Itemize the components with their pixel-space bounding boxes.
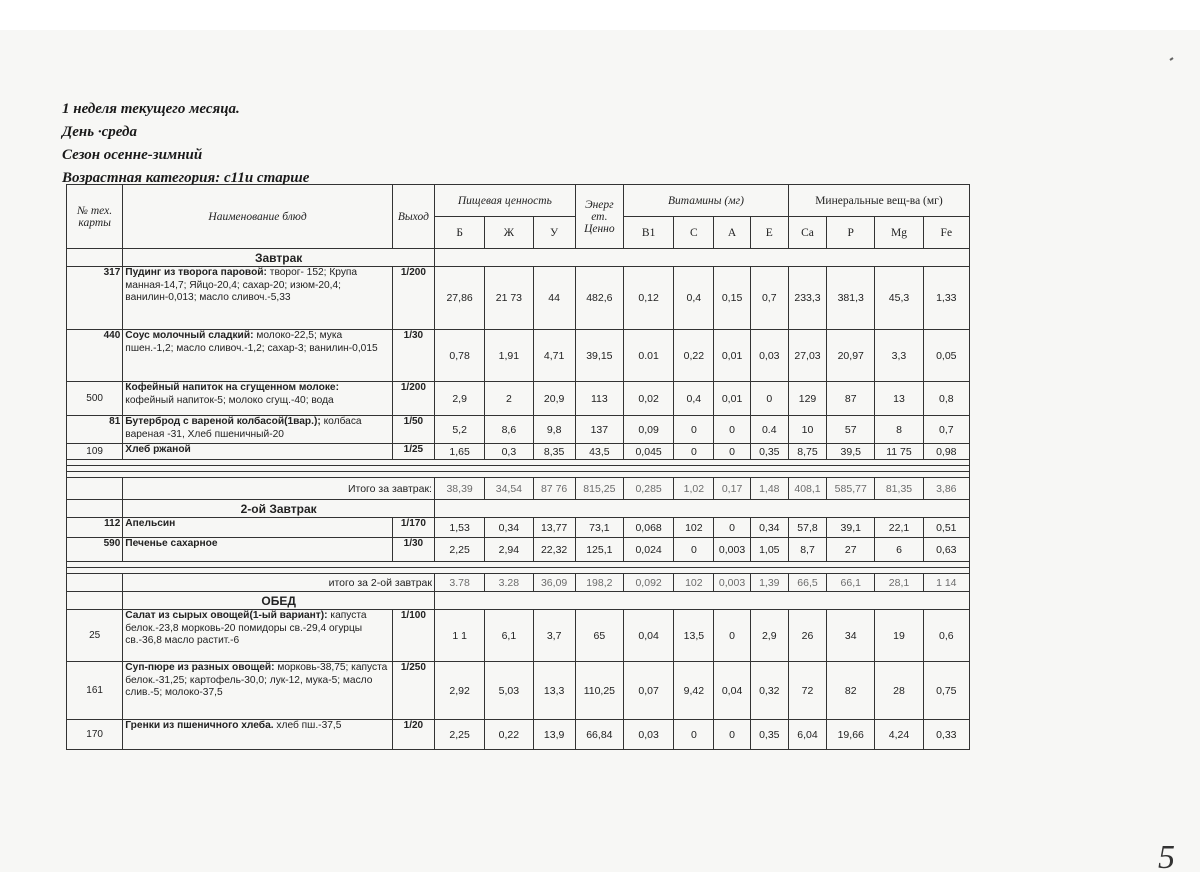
dish-cell bbox=[123, 416, 392, 444]
col-nutrition: Пищевая ценность bbox=[434, 185, 575, 217]
dish-name: Бутерброд с вареной колбасой(1вар.); bbox=[125, 416, 321, 427]
value-cell: 27,86 bbox=[434, 267, 484, 330]
dish-ingredients: кофейный напиток-5; молоко сгущ.-40; вода bbox=[125, 394, 334, 406]
table-row bbox=[67, 610, 970, 662]
value-cell: 0,01 bbox=[714, 382, 750, 416]
dish-output: 1/20 bbox=[392, 720, 434, 750]
dish-ingredients: морковь-38,75; капуста белок.-31,25; картофель-30,0; лук-12, мука-5; масло слив.-5; молоко-37,5 bbox=[125, 662, 388, 698]
value-cell: 2,9 bbox=[434, 382, 484, 416]
card-number: 112 bbox=[67, 518, 123, 538]
dish-cell bbox=[123, 382, 392, 416]
dish-ingredients: хлеб пш.-37,5 bbox=[273, 720, 342, 731]
card-number: 81 bbox=[67, 416, 123, 444]
value-cell: 19 bbox=[875, 610, 923, 662]
handwritten-page-number bbox=[1158, 839, 1175, 872]
value-cell: 19,66 bbox=[827, 720, 875, 750]
value-cell: 8,75 bbox=[788, 444, 826, 460]
value-cell: 43,5 bbox=[575, 444, 623, 460]
value-cell: 6 bbox=[875, 538, 923, 562]
value-cell: 0,7 bbox=[750, 267, 788, 330]
total-value-cell: 81,35 bbox=[875, 478, 923, 500]
value-cell: 82 bbox=[827, 662, 875, 720]
value-cell: 0,34 bbox=[750, 518, 788, 538]
col-mg: Mg bbox=[875, 217, 923, 249]
season-line: Сезон осенне-зимний bbox=[62, 147, 203, 163]
value-cell: 0,63 bbox=[923, 538, 969, 562]
total-value-cell: 3.78 bbox=[434, 574, 484, 592]
value-cell: 0,045 bbox=[623, 444, 673, 460]
value-cell: 10 bbox=[788, 416, 826, 444]
value-cell: 0,09 bbox=[623, 416, 673, 444]
col-minerals: Минеральные вещ-ва (мг) bbox=[788, 185, 969, 217]
table-row bbox=[67, 538, 970, 562]
dish-output: 1/30 bbox=[392, 538, 434, 562]
value-cell: 0,22 bbox=[485, 720, 533, 750]
col-ca: Ca bbox=[788, 217, 826, 249]
value-cell: 0,04 bbox=[714, 662, 750, 720]
table-row bbox=[67, 330, 970, 382]
section-lunch: ОБЕД bbox=[123, 592, 435, 610]
value-cell: 3,3 bbox=[875, 330, 923, 382]
card-number: 161 bbox=[67, 662, 123, 720]
value-cell: 0,04 bbox=[623, 610, 673, 662]
value-cell: 0,8 bbox=[923, 382, 969, 416]
value-cell: 0.01 bbox=[623, 330, 673, 382]
value-cell: 2,9 bbox=[750, 610, 788, 662]
col-u: У bbox=[533, 217, 575, 249]
value-cell: 0 bbox=[714, 610, 750, 662]
dish-output: 1/200 bbox=[392, 267, 434, 330]
total-value-cell: 585,77 bbox=[827, 478, 875, 500]
total-value-cell: 0,003 bbox=[714, 574, 750, 592]
dish-ingredients: капуста белок.-23,8 морковь-20 помидоры св.-29,4 огурцы св.-36,8 масло растит.-6 bbox=[125, 610, 367, 646]
dish-cell bbox=[123, 610, 392, 662]
value-cell: 39,15 bbox=[575, 330, 623, 382]
value-cell: 4,71 bbox=[533, 330, 575, 382]
value-cell: 1 1 bbox=[434, 610, 484, 662]
value-cell: 9,8 bbox=[533, 416, 575, 444]
col-vitamins: Витамины (мг) bbox=[623, 185, 788, 217]
value-cell: 13,5 bbox=[674, 610, 714, 662]
value-cell: 5,2 bbox=[434, 416, 484, 444]
dish-cell bbox=[123, 518, 392, 538]
dish-output: 1/100 bbox=[392, 610, 434, 662]
value-cell: 0,3 bbox=[485, 444, 533, 460]
card-number: 170 bbox=[67, 720, 123, 750]
value-cell: 20,9 bbox=[533, 382, 575, 416]
value-cell: 0,07 bbox=[623, 662, 673, 720]
dish-ingredients: колбаса вареная -31, Хлеб пшеничный-20 bbox=[125, 416, 362, 440]
dish-name: Хлеб ржаной bbox=[125, 444, 191, 455]
value-cell: 2,25 bbox=[434, 720, 484, 750]
value-cell: 0,05 bbox=[923, 330, 969, 382]
value-cell: 26 bbox=[788, 610, 826, 662]
value-cell: 0 bbox=[674, 416, 714, 444]
total-value-cell: 102 bbox=[674, 574, 714, 592]
value-cell: 2,92 bbox=[434, 662, 484, 720]
value-cell: 381,3 bbox=[827, 267, 875, 330]
total-value-cell: 34,54 bbox=[485, 478, 533, 500]
col-b1: В1 bbox=[623, 217, 673, 249]
value-cell: 233,3 bbox=[788, 267, 826, 330]
total-value-cell: 1,39 bbox=[750, 574, 788, 592]
total-value-cell: 3.28 bbox=[485, 574, 533, 592]
total-value-cell: 3,86 bbox=[923, 478, 969, 500]
section-second-breakfast: 2-ой Завтрак bbox=[123, 500, 435, 518]
value-cell: 1,33 bbox=[923, 267, 969, 330]
value-cell: 0,78 bbox=[434, 330, 484, 382]
col-e: Е bbox=[750, 217, 788, 249]
table-row bbox=[67, 518, 970, 538]
value-cell: 0,15 bbox=[714, 267, 750, 330]
value-cell: 0 bbox=[750, 382, 788, 416]
value-cell: 57,8 bbox=[788, 518, 826, 538]
value-cell: 0,003 bbox=[714, 538, 750, 562]
document-header bbox=[62, 98, 309, 190]
dish-name: Кофейный напиток на сгущенном молоке: bbox=[125, 382, 339, 393]
dish-output: 1/25 bbox=[392, 444, 434, 460]
value-cell: 65 bbox=[575, 610, 623, 662]
value-cell: 0,32 bbox=[750, 662, 788, 720]
value-cell: 20,97 bbox=[827, 330, 875, 382]
col-c: С bbox=[674, 217, 714, 249]
value-cell: 27,03 bbox=[788, 330, 826, 382]
dish-name: Соус молочный сладкий: bbox=[125, 330, 254, 341]
value-cell: 22,32 bbox=[533, 538, 575, 562]
dish-output: 1/200 bbox=[392, 382, 434, 416]
value-cell: 129 bbox=[788, 382, 826, 416]
table-row bbox=[67, 662, 970, 720]
week-line: 1 неделя текущего месяца. bbox=[62, 101, 240, 117]
value-cell: 110,25 bbox=[575, 662, 623, 720]
value-cell: 0 bbox=[674, 720, 714, 750]
dish-output: 1/30 bbox=[392, 330, 434, 382]
value-cell: 39,5 bbox=[827, 444, 875, 460]
dish-name: Салат из сырых овощей(1-ый вариант): bbox=[125, 610, 328, 621]
value-cell: 44 bbox=[533, 267, 575, 330]
total-value-cell: 198,2 bbox=[575, 574, 623, 592]
menu-table bbox=[66, 184, 970, 750]
total-value-cell: 66,5 bbox=[788, 574, 826, 592]
total-label: Итого за завтрак: bbox=[123, 478, 435, 500]
value-cell: 6,04 bbox=[788, 720, 826, 750]
total-value-cell: 1,48 bbox=[750, 478, 788, 500]
table-row bbox=[67, 382, 970, 416]
value-cell: 57 bbox=[827, 416, 875, 444]
value-cell: 0,34 bbox=[485, 518, 533, 538]
total-value-cell: 1 14 bbox=[923, 574, 969, 592]
total-value-cell: 87 76 bbox=[533, 478, 575, 500]
value-cell: 0,35 bbox=[750, 444, 788, 460]
scan-margin bbox=[0, 0, 1200, 30]
value-cell: 8,35 bbox=[533, 444, 575, 460]
value-cell: 0,7 bbox=[923, 416, 969, 444]
value-cell: 27 bbox=[827, 538, 875, 562]
dish-output: 1/50 bbox=[392, 416, 434, 444]
value-cell: 0 bbox=[674, 444, 714, 460]
total-value-cell: 815,25 bbox=[575, 478, 623, 500]
value-cell: 8,7 bbox=[788, 538, 826, 562]
dish-ingredients: творог- 152; Крупа манная-14,7; Яйцо-20,4; сахар-20; изюм-20,4; ванилин-0,013; масло сливоч.-5,33 bbox=[125, 267, 358, 303]
value-cell: 13,77 bbox=[533, 518, 575, 538]
value-cell: 0,4 bbox=[674, 382, 714, 416]
value-cell: 0 bbox=[714, 720, 750, 750]
dish-name: Апельсин bbox=[125, 518, 176, 529]
value-cell: 0,068 bbox=[623, 518, 673, 538]
value-cell: 45,3 bbox=[875, 267, 923, 330]
value-cell: 0,03 bbox=[623, 720, 673, 750]
table-row bbox=[67, 416, 970, 444]
col-dish-name: Наименование блюд bbox=[123, 185, 392, 249]
card-number: 109 bbox=[67, 444, 123, 460]
value-cell: 22,1 bbox=[875, 518, 923, 538]
card-number: 25 bbox=[67, 610, 123, 662]
dish-output: 1/250 bbox=[392, 662, 434, 720]
total-value-cell: 28,1 bbox=[875, 574, 923, 592]
value-cell: 11 75 bbox=[875, 444, 923, 460]
value-cell: 3,7 bbox=[533, 610, 575, 662]
value-cell: 6,1 bbox=[485, 610, 533, 662]
dish-cell bbox=[123, 662, 392, 720]
value-cell: 9,42 bbox=[674, 662, 714, 720]
total-label: итого за 2-ой завтрак bbox=[123, 574, 435, 592]
total-value-cell: 38,39 bbox=[434, 478, 484, 500]
total-value-cell: 36,09 bbox=[533, 574, 575, 592]
value-cell: 13 bbox=[875, 382, 923, 416]
value-cell: 0,6 bbox=[923, 610, 969, 662]
value-cell: 2 bbox=[485, 382, 533, 416]
value-cell: 137 bbox=[575, 416, 623, 444]
dish-cell bbox=[123, 720, 392, 750]
col-p: P bbox=[827, 217, 875, 249]
total-row bbox=[67, 478, 970, 500]
value-cell: 1,05 bbox=[750, 538, 788, 562]
col-a: А bbox=[714, 217, 750, 249]
col-zh: Ж bbox=[485, 217, 533, 249]
value-cell: 125,1 bbox=[575, 538, 623, 562]
total-row bbox=[67, 574, 970, 592]
card-number: 440 bbox=[67, 330, 123, 382]
value-cell: 21 73 bbox=[485, 267, 533, 330]
value-cell: 0,4 bbox=[674, 267, 714, 330]
dish-ingredients: молоко-22,5; мука пшен.-1,2; масло сливоч.-1,2; сахар-3; ванилин-0,015 bbox=[125, 330, 378, 354]
value-cell: 87 bbox=[827, 382, 875, 416]
dish-name: Суп-пюре из разных овощей: bbox=[125, 662, 275, 673]
value-cell: 1,65 bbox=[434, 444, 484, 460]
value-cell: 0,024 bbox=[623, 538, 673, 562]
dish-name: Гренки из пшеничного хлеба. bbox=[125, 720, 274, 731]
col-fe: Fe bbox=[923, 217, 969, 249]
table-row bbox=[67, 444, 970, 460]
value-cell: 73,1 bbox=[575, 518, 623, 538]
speck-mark bbox=[1170, 58, 1173, 60]
col-card-no: № тех. карты bbox=[67, 185, 123, 249]
value-cell: 8,6 bbox=[485, 416, 533, 444]
day-line: День ·среда bbox=[62, 124, 137, 140]
table-row bbox=[67, 267, 970, 330]
value-cell: 2,94 bbox=[485, 538, 533, 562]
value-cell: 0,35 bbox=[750, 720, 788, 750]
value-cell: 0,51 bbox=[923, 518, 969, 538]
col-energy: Энерг ет. Ценно bbox=[575, 185, 623, 249]
value-cell: 1,53 bbox=[434, 518, 484, 538]
value-cell: 4,24 bbox=[875, 720, 923, 750]
card-number: 500 bbox=[67, 382, 123, 416]
value-cell: 1,91 bbox=[485, 330, 533, 382]
dish-cell bbox=[123, 267, 392, 330]
value-cell: 0,98 bbox=[923, 444, 969, 460]
value-cell: 39,1 bbox=[827, 518, 875, 538]
dish-cell bbox=[123, 330, 392, 382]
value-cell: 0 bbox=[714, 416, 750, 444]
total-value-cell: 1,02 bbox=[674, 478, 714, 500]
value-cell: 482,6 bbox=[575, 267, 623, 330]
total-value-cell: 0,285 bbox=[623, 478, 673, 500]
value-cell: 102 bbox=[674, 518, 714, 538]
page-number: 5 bbox=[1158, 839, 1175, 872]
value-cell: 34 bbox=[827, 610, 875, 662]
value-cell: 0 bbox=[674, 538, 714, 562]
value-cell: 13,9 bbox=[533, 720, 575, 750]
table-row bbox=[67, 720, 970, 750]
dish-output: 1/170 bbox=[392, 518, 434, 538]
value-cell: 0 bbox=[714, 518, 750, 538]
value-cell: 13,3 bbox=[533, 662, 575, 720]
total-value-cell: 66,1 bbox=[827, 574, 875, 592]
value-cell: 0,75 bbox=[923, 662, 969, 720]
value-cell: 0,01 bbox=[714, 330, 750, 382]
card-number: 317 bbox=[67, 267, 123, 330]
value-cell: 0 bbox=[714, 444, 750, 460]
value-cell: 66,84 bbox=[575, 720, 623, 750]
age-line: Возрастная категория: с11и старше bbox=[62, 170, 310, 186]
value-cell: 113 bbox=[575, 382, 623, 416]
value-cell: 0,12 bbox=[623, 267, 673, 330]
dish-cell bbox=[123, 538, 392, 562]
value-cell: 8 bbox=[875, 416, 923, 444]
value-cell: 0.4 bbox=[750, 416, 788, 444]
value-cell: 28 bbox=[875, 662, 923, 720]
total-value-cell: 0,17 bbox=[714, 478, 750, 500]
value-cell: 5,03 bbox=[485, 662, 533, 720]
dish-cell bbox=[123, 444, 392, 460]
value-cell: 0,22 bbox=[674, 330, 714, 382]
value-cell: 0,33 bbox=[923, 720, 969, 750]
dish-name: Печенье сахарное bbox=[125, 538, 218, 549]
total-value-cell: 408,1 bbox=[788, 478, 826, 500]
value-cell: 72 bbox=[788, 662, 826, 720]
total-value-cell: 0,092 bbox=[623, 574, 673, 592]
dish-name: Пудинг из творога паровой: bbox=[125, 267, 267, 278]
card-number: 590 bbox=[67, 538, 123, 562]
col-output: Выход bbox=[392, 185, 434, 249]
value-cell: 2,25 bbox=[434, 538, 484, 562]
value-cell: 0,02 bbox=[623, 382, 673, 416]
col-b: Б bbox=[434, 217, 484, 249]
value-cell: 0,03 bbox=[750, 330, 788, 382]
section-breakfast: Завтрак bbox=[123, 249, 435, 267]
